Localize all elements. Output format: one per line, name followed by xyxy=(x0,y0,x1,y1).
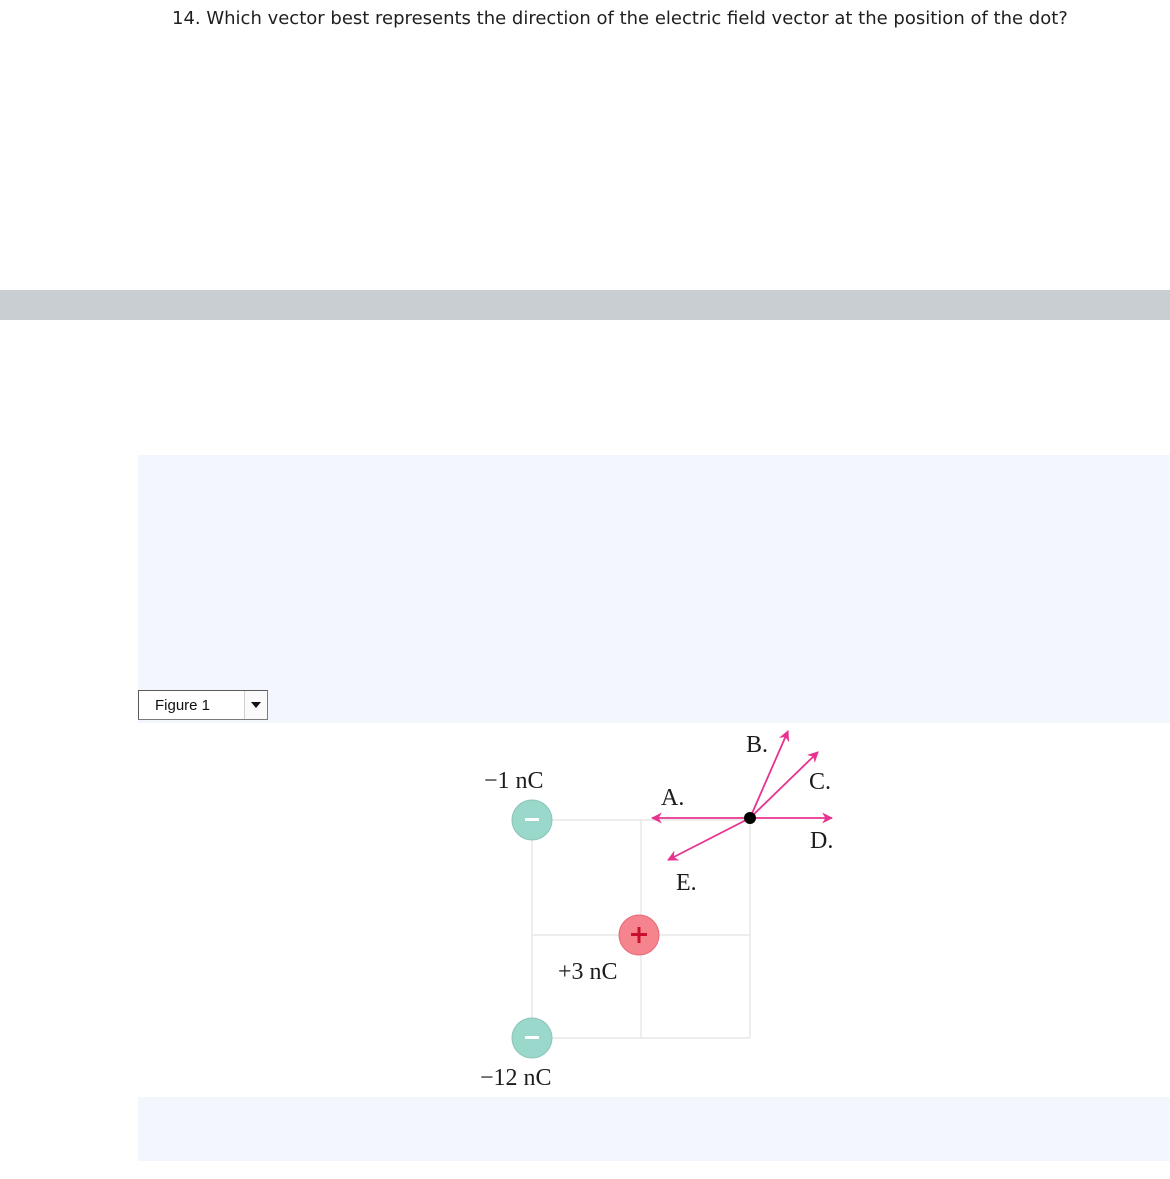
charge-label-plus-3nc: +3 nC xyxy=(558,959,618,985)
figure-selector-value: Figure 1 xyxy=(155,697,211,714)
vector-label-e: E. xyxy=(676,870,697,896)
vector-label-d: D. xyxy=(810,828,834,854)
charge-label-minus-1nc: −1 nC xyxy=(484,768,544,794)
charge-positive-3nc xyxy=(619,915,659,955)
charge-negative-1nc xyxy=(512,800,552,840)
vector-label-b: B. xyxy=(746,732,769,758)
vector-label-a: A. xyxy=(661,785,685,811)
figure-panel-footer xyxy=(138,1097,1170,1161)
field-point-dot xyxy=(744,812,756,824)
vector-c-arrow xyxy=(750,752,818,818)
charge-label-minus-12nc: −12 nC xyxy=(480,1065,552,1091)
charge-negative-12nc xyxy=(512,1018,552,1058)
vector-e-arrow xyxy=(668,818,750,860)
vector-label-c: C. xyxy=(809,769,832,795)
question-text: 14. Which vector best represents the direction of the electric field vector at the position of the dot? xyxy=(172,8,1068,29)
